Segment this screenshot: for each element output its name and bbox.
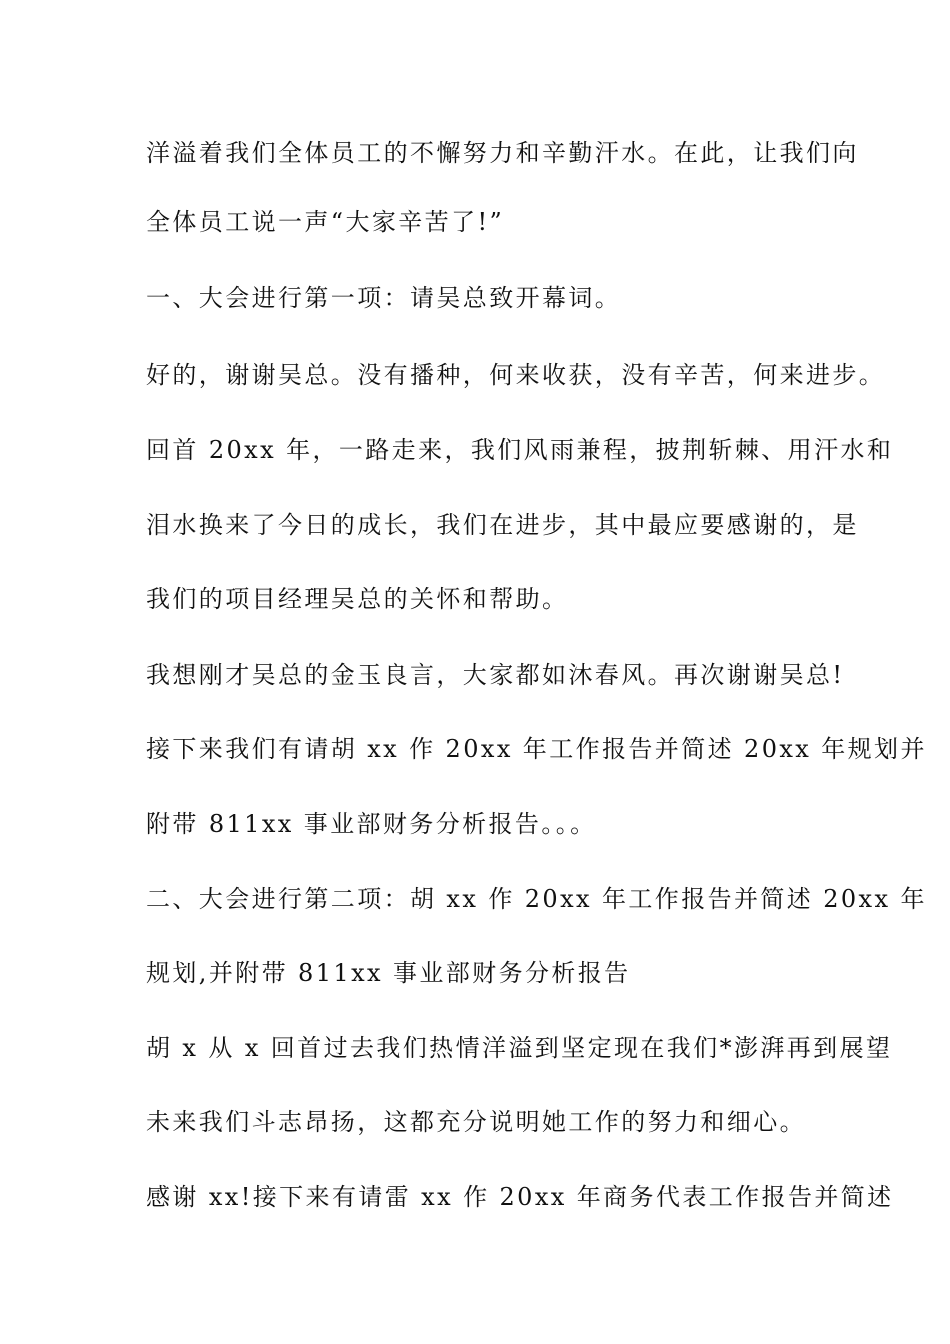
text-line-1: 洋溢着我们全体员工的不懈努力和辛勤汗水。在此，让我们向: [146, 139, 859, 167]
text-line-6: 泪水换来了今日的成长，我们在进步，其中最应要感谢的，是: [146, 511, 859, 539]
text-line-10: 附带 811xx 事业部财务分析报告。。。: [146, 810, 597, 838]
text-line-15: 感谢 xx!接下来有请雷 xx 作 20xx 年商务代表工作报告并简述: [146, 1183, 894, 1211]
text-line-8: 我想刚才吴总的金玉良言，大家都如沐春风。再次谢谢吴总!: [146, 661, 845, 689]
text-line-9: 接下来我们有请胡 xx 作 20xx 年工作报告并简述 20xx 年规划并: [146, 735, 927, 763]
text-line-13: 胡 x 从 x 回首过去我们热情洋溢到坚定现在我们*澎湃再到展望: [146, 1034, 893, 1062]
text-line-12: 规划,并附带 811xx 事业部财务分析报告: [146, 959, 631, 987]
text-line-5: 回首 20xx 年，一路走来，我们风雨兼程，披荆斩棘、用汗水和: [146, 436, 894, 464]
section-heading-1: 一、大会进行第一项：请吴总致开幕词。: [146, 284, 622, 312]
text-line-14: 未来我们斗志昂扬，这都充分说明她工作的努力和细心。: [146, 1108, 806, 1136]
section-heading-2: 二、大会进行第二项：胡 xx 作 20xx 年工作报告并简述 20xx 年: [146, 885, 927, 913]
text-line-4: 好的，谢谢吴总。没有播种，何来收获，没有辛苦，何来进步。: [146, 361, 886, 389]
text-line-7: 我们的项目经理吴总的关怀和帮助。: [146, 585, 569, 613]
text-line-2: 全体员工说一声“大家辛苦了!”: [146, 208, 505, 236]
